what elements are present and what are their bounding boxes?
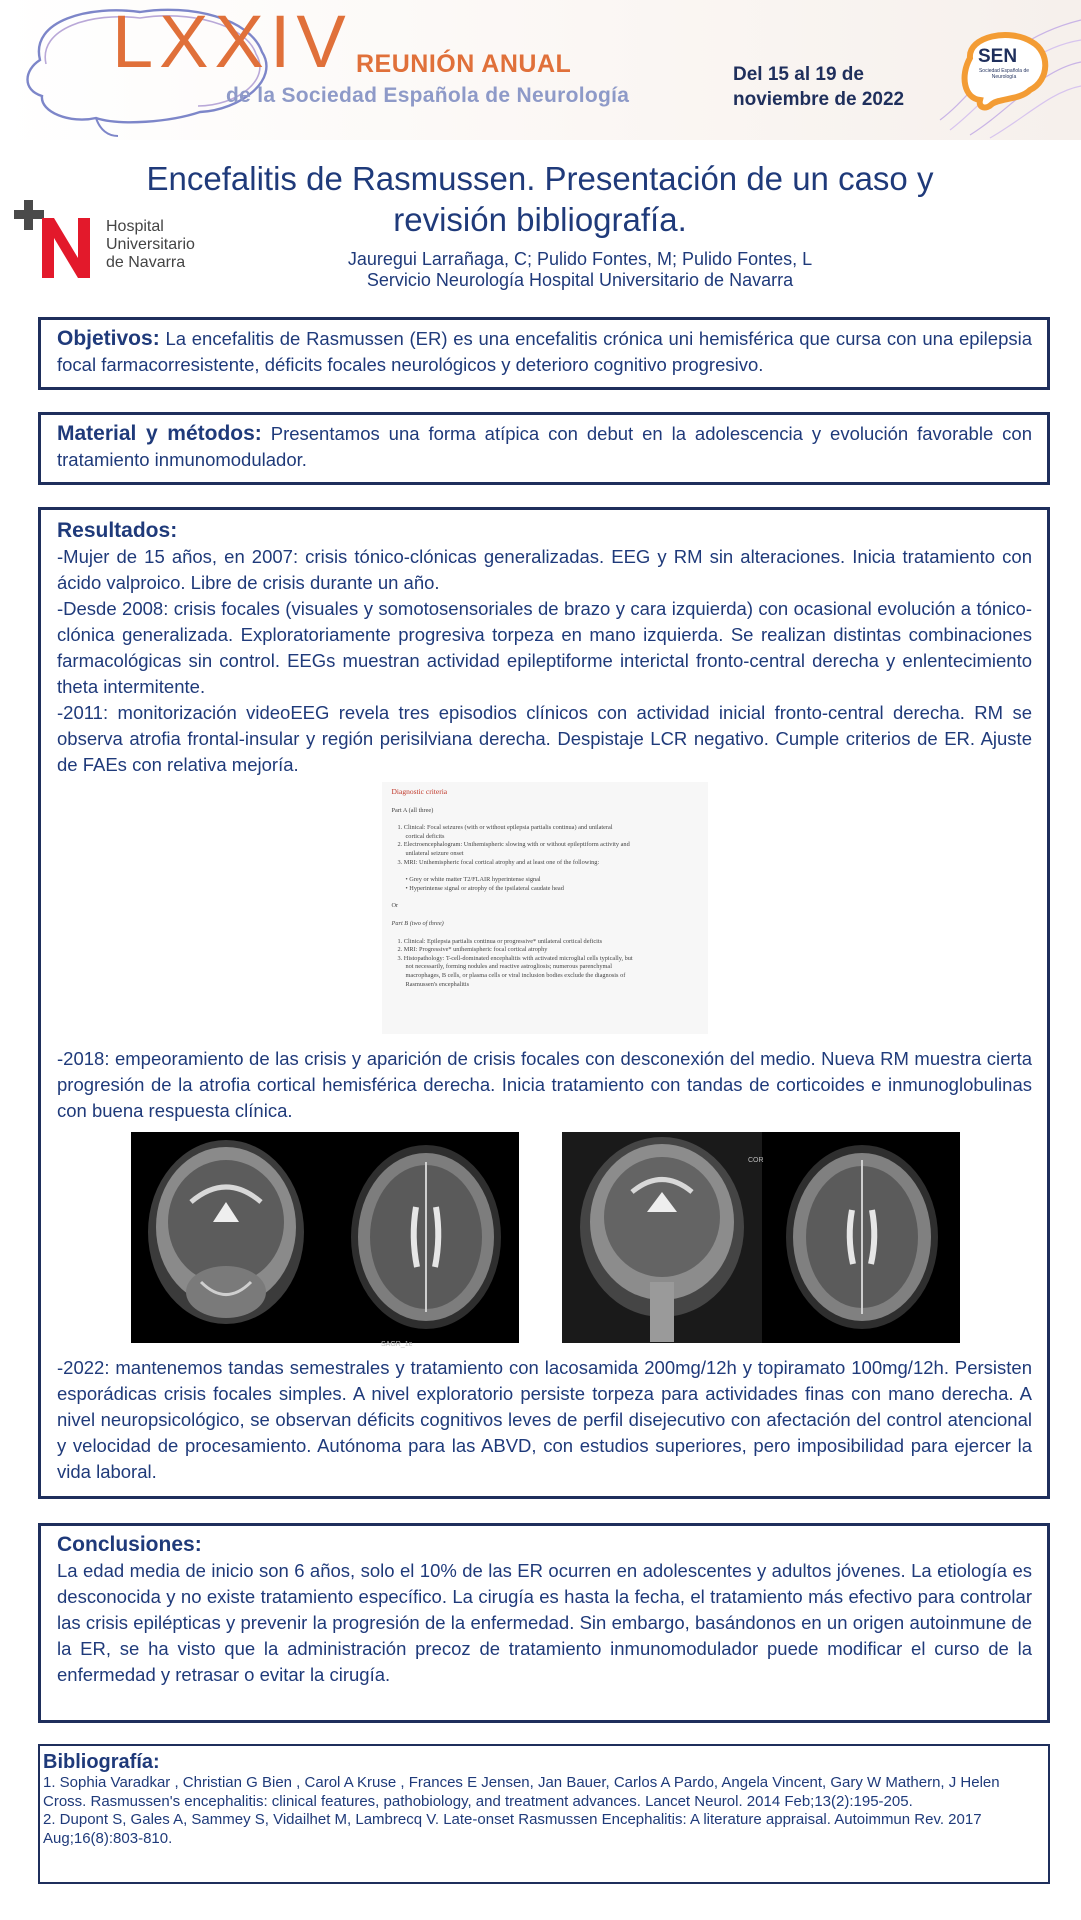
- mri-images: [57, 1132, 1032, 1347]
- criteria-a3: 3. MRI: Unihemispheric focal cortical atrophy and at least one of the following:: [397, 858, 600, 866]
- criteria-a2-cont: unilateral seizure onset: [405, 849, 464, 857]
- criteria-b1: 1. Clinical: Epilepsia partialis continua or progressive* unilateral cortical deficits: [397, 937, 603, 945]
- resultados-paragraph-2011: -2011: monitorización videoEEG revela tres episodios clínicos con actividad inicial fronto-central derecha. RM se observa atrofia frontal-insular y región perisilviana derecha. Despistaje LCR negativo. Cumple criterios de ER. Ajuste de FAEs con relativa mejoría.: [57, 702, 1032, 775]
- title-line-2: revisión bibliografía.: [393, 201, 687, 238]
- sen-logo-text: SEN: [978, 46, 1018, 67]
- hospital-name-line-3: de Navarra: [106, 254, 186, 271]
- criteria-a1-cont: cortical deficits: [405, 832, 445, 840]
- mri-image-2018: [131, 1132, 519, 1348]
- conclusiones-section: [38, 1523, 1050, 1723]
- criteria-or: Or: [391, 902, 399, 910]
- conclusiones-text: La edad media de inicio son 6 años, solo el 10% de las ER ocurren en adolescentes y adultos jóvenes. La etiología es desconocida y no existe tratamiento específico. La cirugía es hasta la fecha, el tratamiento más efectivo para controlar las crisis epilépticas y prevenir la progresión de la enfermedad. Sin embargo, basándonos en un origen autoinmune de la ER, se ha visto que la administración precoz de tratamiento inmunomodulador puede modificar el curso de la enfermedad y retrasar o evitar la cirugía.: [57, 1560, 1032, 1685]
- resultados-paragraph-2018: -2018: empeoramiento de las crisis y aparición de crisis focales con desconexión del medio. Nueva RM muestra cierta progresión de la atrofia cortical hemisférica derecha. Inicia tratamiento con tandas de corticoides e inmunoglobulinas con buena respuesta clínica.: [57, 1048, 1032, 1121]
- material-section: [38, 412, 1050, 485]
- bibliografia-section: [38, 1744, 1050, 1884]
- criteria-b3: 3. Histopathology: T-cell-dominated encephalitis with activated microglial cells typically, but: [397, 954, 633, 962]
- hospital-name-line-1: Hospital: [106, 218, 164, 235]
- reference-1: 1. Sophia Varadkar , Christian G Bien , Carol A Kruse , Frances E Jensen, Jan Bauer, Carlos A Pardo, Angela Vincent, Gary W Mathern, J Helen Cross. Rasmussen's encephalitis: clinical features, pathobiology, and treatment advances. Lancet Neurol. 2014 Feb;13(2):195-205.: [43, 1774, 1000, 1810]
- dates-line-1: Del 15 al 19 de: [733, 64, 864, 85]
- criteria-b3-cont-2: macrophages, B cells, or plasma cells or viral inclusion bodies exclude the diagnosis of: [405, 971, 626, 979]
- criteria-a3-item-2: • Hyperintense signal or atrophy of the ipsilateral caudate head: [405, 884, 564, 892]
- resultados-section: [38, 507, 1050, 1499]
- author-block: [200, 249, 960, 291]
- criteria-part-b: Part B (two of three): [391, 919, 444, 927]
- criteria-title: Diagnostic criteria: [391, 787, 448, 796]
- bibliografia-heading: Bibliografía:: [43, 1751, 160, 1773]
- affiliation: Servicio Neurología Hospital Universitario de Navarra: [366, 270, 794, 290]
- criteria-b3-cont-3: Rasmussen's encephalitis: [405, 980, 470, 988]
- resultados-paragraph-2008: -Desde 2008: crisis focales (visuales y somotosensoriales de brazo y cara izquierda) con ocasional evolución a tónico-clónica generalizada. Exploratoriamente progresiva torpeza en mano izquierda. Se realizan distintas combinaciones farmacológicas sin control. EEGs muestran actividad epileptiforme interictal fronto-central derecha y enlentecimiento theta intermitente.: [57, 598, 1032, 697]
- mri-image-2022: [562, 1132, 960, 1343]
- resultados-paragraph-2022: -2022: mantenemos tandas semestrales y tratamiento con lacosamida 200mg/12h y topiramato 100mg/12h. Persisten esporádicas crisis focales simples. A nivel exploratorio persiste torpeza para actividades finas con mano derecha. A nivel neuropsicológico, se observan déficits cognitivos leves de perfil disejecutivo con afectación del control atencional y velocidad de procesamiento. Autónoma para las ABVD, con estudios superiores, pero imposibilidad para ejercer la vida laboral.: [57, 1357, 1032, 1482]
- congress-name: REUNIÓN ANUAL: [356, 50, 572, 78]
- mri-left-tag: SAGR_1e: [381, 1341, 413, 1348]
- mri-right-tag: COR: [748, 1157, 764, 1164]
- dates-line-2: noviembre de 2022: [733, 89, 905, 110]
- title-line-1: Encefalitis de Rasmussen. Presentación de un caso y: [146, 160, 934, 197]
- criteria-a3-item-1: • Grey or white matter T2/FLAIR hyperintense signal: [405, 876, 541, 884]
- congress-dates: [733, 62, 904, 112]
- congress-banner: [0, 0, 1081, 140]
- objetivos-section: [38, 317, 1050, 390]
- criteria-b3-cont-1: not necessarily, forming nodules and reactive astrogliosis; numerous parenchymal: [405, 963, 612, 971]
- objetivos-text: La encefalitis de Rasmussen (ER) es una encefalitis crónica uni hemisférica que cursa con una epilepsia focal farmacorresistente, déficits focales neurológicos y deterioro cognitivo progresivo.: [57, 328, 1033, 375]
- criteria-part-a: Part A (all three): [391, 806, 434, 814]
- objetivos-heading: Objetivos:: [57, 327, 160, 350]
- authors: Jauregui Larrañaga, C; Pulido Fontes, M; Pulido Fontes, L: [347, 249, 813, 269]
- conclusiones-heading: Conclusiones:: [57, 1533, 202, 1556]
- congress-number: LXXIV: [112, 0, 352, 83]
- diagnostic-criteria-image: [382, 782, 708, 1034]
- sen-logo-subtext: Sociedad Española de Neurología: [978, 68, 1030, 80]
- criteria-a2: 2. Electroencephalogram: Unihemispheric slowing with or without epileptiform activity and: [397, 841, 630, 849]
- reference-2: 2. Dupont S, Gales A, Sammey S, Vidailhet M, Lambrecq V. Late-onset Rasmussen Encephalitis: A literature appraisal. Autoimmun Rev. 2017 Aug;16(8):803-810.: [43, 1811, 982, 1847]
- society-name: de la Sociedad Española de Neurología: [226, 84, 630, 107]
- hospital-name-line-2: Universitario: [106, 236, 195, 253]
- criteria-b2: 2. MRI: Progressive* unihemispheric focal cortical atrophy: [397, 946, 548, 954]
- material-heading: Material y métodos:: [57, 422, 262, 445]
- resultados-paragraph-2007: -Mujer de 15 años, en 2007: crisis tónico-clónicas generalizadas. EEG y RM sin alteraciones. Inicia tratamiento con ácido valproico. Libre de crisis durante un año.: [57, 546, 1032, 593]
- resultados-heading: Resultados:: [57, 519, 178, 542]
- poster-title: [60, 158, 1020, 240]
- criteria-a1: 1. Clinical: Focal seizures (with or without epilepsia partialis continua) and unilateral: [397, 824, 613, 832]
- material-text: Presentamos una forma atípica con debut en la adolescencia y evolución favorable con tratamiento inmunomodulador.: [57, 423, 1032, 470]
